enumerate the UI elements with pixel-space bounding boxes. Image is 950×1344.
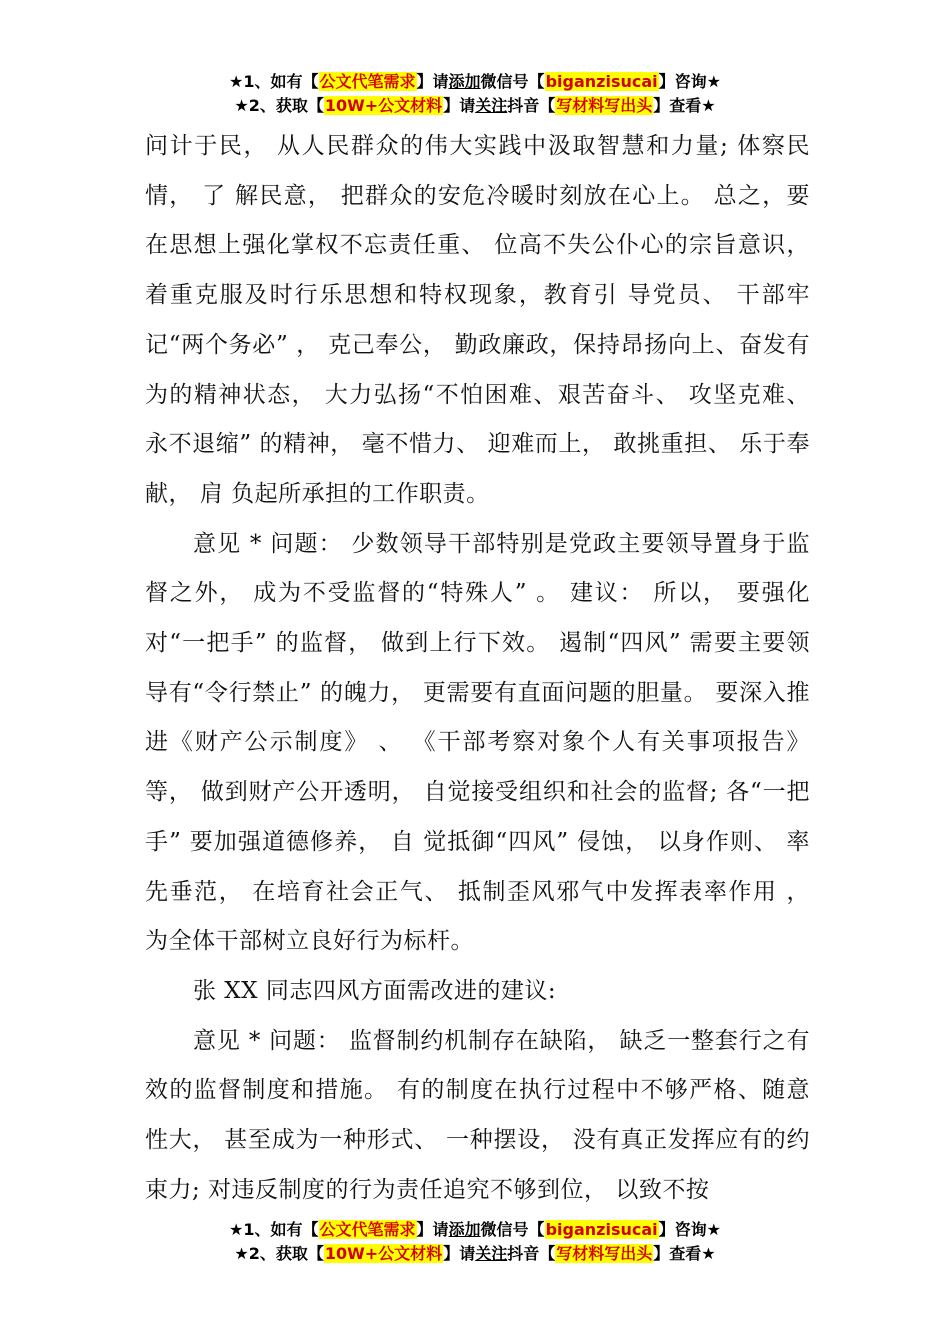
- paragraph-heading-zhang: 张 XX 同志四风方面需改进的建议:: [193, 977, 557, 1004]
- highlight-materials: 10W+公文材料: [324, 96, 443, 115]
- footer-banner: [0, 1218, 950, 1266]
- header-banner: [0, 70, 950, 118]
- highlight-wechat-id: biganzisucai: [545, 72, 658, 91]
- highlight-douyin: 写材料写出头: [556, 1244, 653, 1263]
- highlight-douyin: 写材料写出头: [556, 96, 653, 115]
- banner-line-1: ★1、如有【公文代笔需求】请添加微信号【biganzisucai】咨询★: [229, 1220, 721, 1239]
- banner-line-2: ★2、获取【10W+公文材料】请关注抖音【写材料写出头】查看★: [234, 1244, 716, 1263]
- highlight-service: 公文代笔需求: [319, 1220, 416, 1239]
- document-body: [145, 122, 810, 1215]
- highlight-wechat-id: biganzisucai: [545, 1220, 658, 1239]
- banner-line-2: ★2、获取【10W+公文材料】请关注抖音【写材料写出头】查看★: [234, 96, 716, 115]
- highlight-service: 公文代笔需求: [319, 72, 416, 91]
- banner-line-1: ★1、如有【公文代笔需求】请添加微信号【biganzisucai】咨询★: [229, 72, 721, 91]
- paragraph-continuation: 问计于民， 从人民群众的伟大实践中汲取智慧和力量; 体察民情， 了 解民意， 把群众的安危冷暖时刻放在心上。 总之，要在思想上强化掌权不忘责任重、 位高不失公仆心的宗旨意识， 着重克服及时行乐思想和特权现象，教育引 导党员、 干部牢记“两个务必” ， 克己奉公， 勤政廉政，保持昂扬向上、奋发有为的精神状态， 大力弘扬“不怕困难、艰苦奋斗、 攻坚克难、 永不退缩” 的精神， 毫不惜力、 迎难而上， 敢挑重担、 乐于奉献， 肩 负起所承担的工作职责。: [145, 133, 810, 507]
- paragraph-opinion-2: 意见 * 问题： 监督制约机制存在缺陷， 缺乏一整套行之有效的监督制度和措施。 有的制度在执行过程中不够严格、随意性大， 甚至成为一种形式、 一种摆设， 没有真正发挥应有的约束力; 对违反制度的行为责任追究不够到位， 以致不按: [145, 1027, 810, 1203]
- highlight-materials: 10W+公文材料: [324, 1244, 443, 1263]
- paragraph-opinion-1: 意见 * 问题： 少数领导干部特别是党政主要领导置身于监督之外， 成为不受监督的“特殊人” 。 建议： 所以， 要强化对“一把手” 的监督， 做到上行下效。 遏制“四风” 需要主要领导有“令行禁止” 的魄力， 更需要有直面问题的胆量。 要深入推进《财产公示制度》 、 《干部考察对象个人有关事项报告》等， 做到财产公开透明， 自觉接受组织和社会的监督; 各“一把手” 要加强道德修养， 自 觉抵御“四风” 侵蚀， 以身作则、 率先垂范， 在培育社会正气、 抵制歪风邪气中发挥表率作用 ， 为全体干部树立良好行为标杆。: [145, 530, 810, 955]
